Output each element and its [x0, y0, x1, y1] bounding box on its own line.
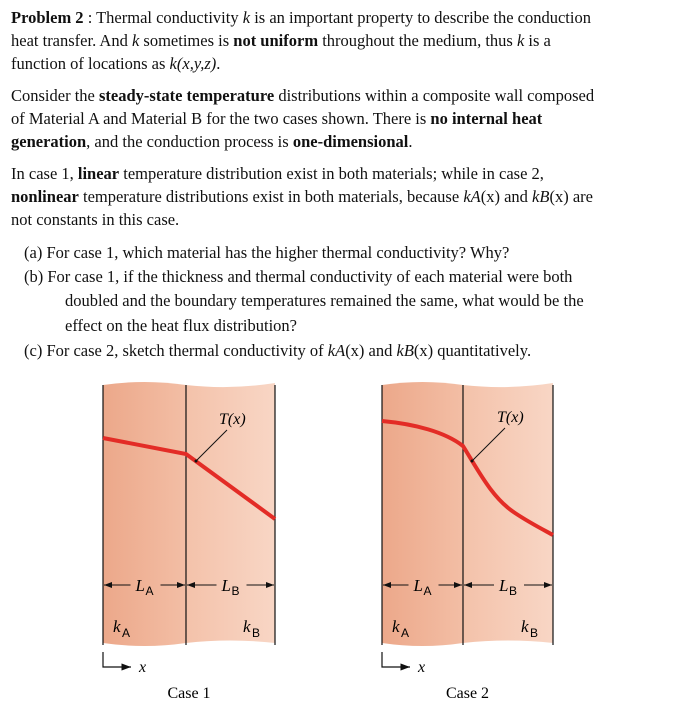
text-segment: distributions within a composite wall composed	[274, 86, 595, 105]
text-segment: is an important property to describe the conduction	[250, 8, 591, 27]
x-axis-arrow-icon	[382, 652, 410, 667]
conductivity-b-subscript: B	[530, 626, 539, 640]
text-segment: kB	[532, 187, 550, 206]
text-segment: (a) For case 1, which material has the higher thermal conductivity? Why?	[24, 243, 510, 262]
text-segment: is a	[524, 31, 551, 50]
text-segment: kB	[396, 341, 414, 360]
length-a-subscript: A	[423, 584, 432, 598]
text-segment: doubled and the boundary temperatures remained the same, what would be the	[65, 291, 584, 310]
text-segment: heat transfer. And	[11, 31, 132, 50]
text-segment: no internal heat	[430, 109, 543, 128]
length-a-subscript: A	[145, 584, 154, 598]
text-segment: Consider the	[11, 86, 99, 105]
text-segment: (x) are	[549, 187, 593, 206]
x-axis-label: x	[418, 659, 426, 676]
text-segment: (x) quantitatively.	[413, 341, 532, 360]
length-a-label: L	[135, 576, 145, 595]
conductivity-b-label: k	[521, 617, 529, 636]
text-segment: kA	[463, 187, 481, 206]
text-segment: function of locations as	[11, 54, 170, 73]
leader-dot	[195, 460, 198, 463]
case-caption: Case 2	[445, 685, 490, 702]
conductivity-b-label: k	[243, 617, 251, 636]
case-1-figure	[103, 382, 275, 702]
text-segment: k	[516, 31, 525, 50]
curve-label: T(x)	[219, 411, 246, 428]
text-segment: : Thermal conductivity	[83, 8, 243, 27]
text-segment: steady-state temperature	[99, 86, 275, 105]
length-b-label: L	[221, 576, 231, 595]
text-segment: .	[408, 132, 413, 151]
text-segment: (c) For case 2, sketch thermal conductivity of	[24, 341, 328, 360]
text-segment: throughout the medium, thus	[318, 31, 517, 50]
conductivity-a-subscript: A	[401, 626, 410, 640]
text-segment: temperature distributions exist in both materials, because	[78, 187, 464, 206]
length-a-label: L	[413, 576, 423, 595]
leader-dot	[471, 460, 474, 463]
text-segment: effect on the heat flux distribution?	[65, 316, 297, 335]
length-b-subscript: B	[231, 584, 240, 598]
text-segment: In case 1,	[11, 164, 78, 183]
text-segment: Problem 2	[11, 8, 84, 27]
text-segment: k	[131, 31, 140, 50]
conductivity-a-label: k	[392, 617, 400, 636]
text-segment: (b) For case 1, if the thickness and thermal conductivity of each material were both	[24, 267, 573, 286]
conductivity-b-subscript: B	[252, 626, 261, 640]
curve-label: T(x)	[497, 409, 524, 426]
text-segment: of Material A and Material B for the two cases shown. There is	[11, 109, 431, 128]
text-segment: kA	[327, 341, 346, 360]
length-b-label: L	[499, 576, 509, 595]
text-segment: temperature distribution exist in both materials; while in case 2,	[119, 164, 544, 183]
text-segment: (x) and	[345, 341, 397, 360]
text-segment: .	[216, 54, 221, 73]
x-axis-label: x	[139, 659, 147, 676]
material-a-region	[103, 382, 186, 646]
text-segment: one-dimensional	[292, 132, 409, 151]
text-segment: sometimes is	[139, 31, 234, 50]
text-segment: , and the conduction process is	[86, 132, 293, 151]
text-segment: nonlinear	[11, 187, 79, 206]
text-segment: not uniform	[233, 31, 319, 50]
text-segment: k(x,y,z)	[169, 54, 217, 73]
case-2-figure	[382, 382, 553, 702]
length-b-subscript: B	[509, 584, 518, 598]
x-axis-arrow-icon	[103, 652, 131, 667]
conductivity-a-label: k	[113, 617, 121, 636]
text-segment: (x) and	[480, 187, 533, 206]
text-segment: not constants in this case.	[11, 210, 180, 229]
case-caption: Case 1	[167, 685, 211, 702]
text-segment: generation	[11, 132, 87, 151]
text-segment: k	[242, 8, 251, 27]
text-segment: linear	[77, 164, 120, 183]
conductivity-a-subscript: A	[122, 626, 131, 640]
